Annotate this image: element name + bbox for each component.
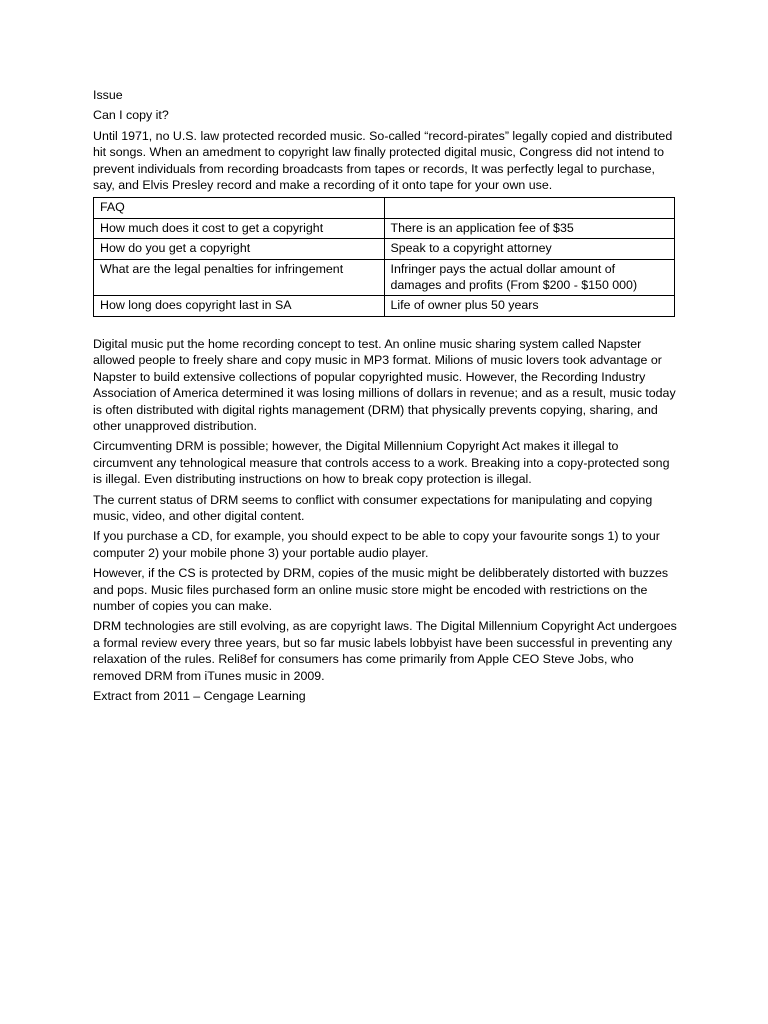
faq-table — [93, 197, 675, 316]
table-row — [94, 218, 675, 238]
faq-question-cell: What are the legal penalties for infringement — [94, 259, 385, 296]
table-row — [94, 296, 675, 316]
issue-heading: Issue — [93, 88, 123, 102]
question-heading: Can I copy it? — [93, 108, 169, 123]
body-paragraph-current-status: The current status of DRM seems to conflict with consumer expectations for manipulating and copying music, video, and other digital content. — [93, 492, 653, 523]
table-header-cell: FAQ — [94, 198, 385, 218]
intro-paragraph: Until 1971, no U.S. law protected recorded music. So-called “record-pirates” legally copied and distributed hit songs. When an amedment to copyright law finally protected digital music, Congress did not intend to prevent individuals from recording broadcasts from tapes or records, It was perfectly legal to purchase, say, and Elvis Presley record and make a recording of it onto tape for your own use. — [93, 128, 673, 193]
body-paragraph-evolving: DRM technologies are still evolving, as are copyright laws. The Digital Millennium Copyright Act undergoes a formal review every three years, but so far music labels lobbyist have been successful in preventing any relaxation of the rules. Reli8ef for consumers has come primarily from Apple CEO Steve Jobs, who removed DRM from iTunes music in 2009. — [93, 619, 677, 683]
source-citation: Extract from 2011 – Cengage Learning — [93, 689, 306, 703]
body-paragraph-protected-cd: However, if the CS is protected by DRM, copies of the music might be delibberately distorted with buzzes and pops. Music files purchased form an online music store might be encoded with restrictions on the number of copies you can make. — [93, 566, 669, 613]
faq-answer-cell: Infringer pays the actual dollar amount of damages and profits (From $200 - $150 000) — [384, 259, 675, 296]
table-header-cell — [384, 198, 675, 218]
table-header-row — [94, 198, 675, 218]
table-row — [94, 259, 675, 296]
body-paragraph-napster: Digital music put the home recording concept to test. An online music sharing system called Napster allowed people to freely share and copy music in MP3 format. Milions of music lovers took advantage or Napster to build extensive collections of popular copyrighted music. However, the Recording Industry Association of America determined it was losing millions of dollars in revenue; and as a result, music today is often distributed with digital rights management (DRM) that physically prevents copying, sharing, and other unapproved distribution. — [93, 336, 676, 433]
faq-answer-cell: Life of owner plus 50 years — [384, 296, 675, 316]
faq-answer-cell: There is an application fee of $35 — [384, 218, 675, 238]
faq-answer-cell: Speak to a copyright attorney — [384, 239, 675, 259]
document-page — [93, 87, 677, 708]
body-paragraph-cd-example: If you purchase a CD, for example, you should expect to be able to copy your favourite songs 1) to your computer 2) your mobile phone 3) your portable audio player. — [93, 529, 660, 560]
faq-question-cell: How do you get a copyright — [94, 239, 385, 259]
faq-question-cell: How much does it cost to get a copyright — [94, 218, 385, 238]
body-paragraph-circumventing: Circumventing DRM is possible; however, the Digital Millennium Copyright Act makes it illegal to circumvent any tehnological measure that controls access to a work. Breaking into a copy-protected song is illegal. Even distributing instructions on how to break copy protection is illegal. — [93, 439, 670, 487]
faq-question-cell: How long does copyright last in SA — [94, 296, 385, 316]
table-row — [94, 239, 675, 259]
